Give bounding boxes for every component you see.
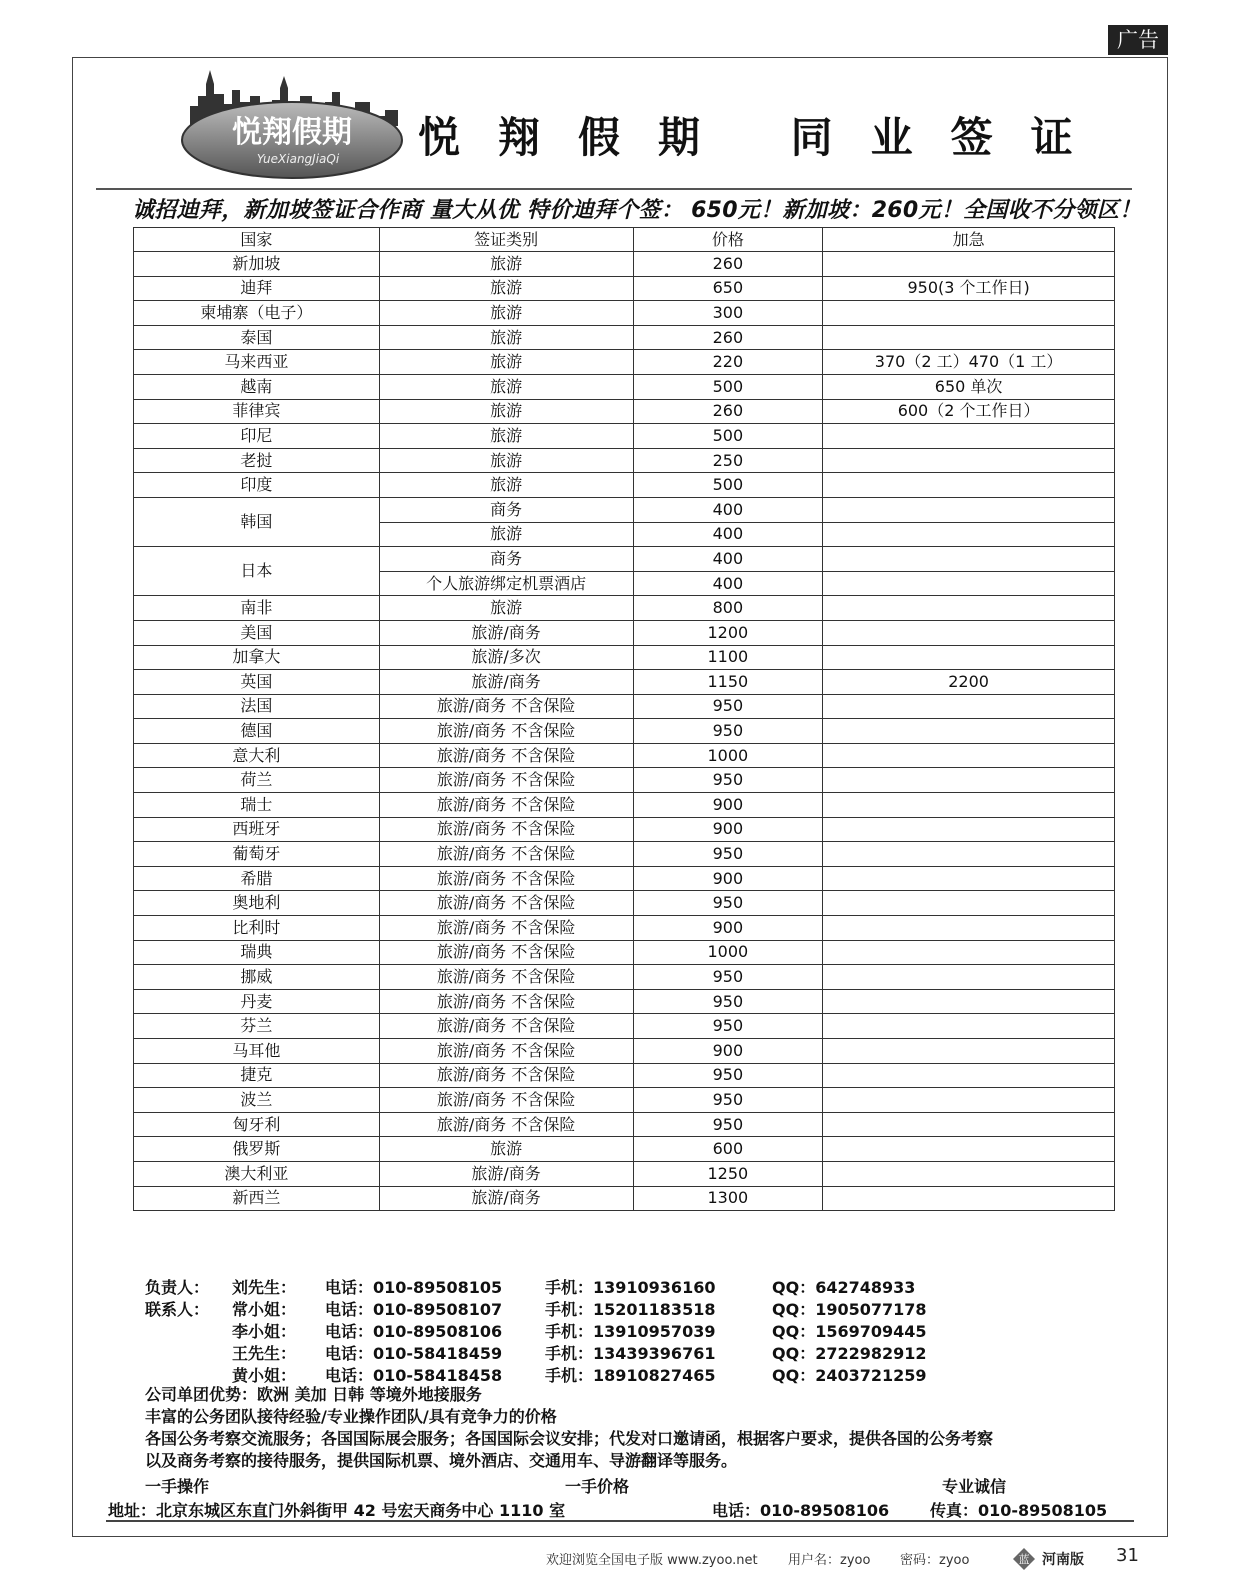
address-phone: 电话：010-89508106: [712, 1501, 890, 1520]
cell-price: 950: [633, 989, 823, 1014]
table-row: [134, 374, 1115, 399]
cell-country: 希腊: [134, 866, 380, 891]
table-row: [134, 965, 1115, 990]
logo-text: 悦翔假期: [232, 115, 352, 150]
contact-name: 王先生：: [232, 1344, 297, 1363]
cell-rush: [823, 768, 1115, 793]
cell-rush: [823, 620, 1115, 645]
contact-mobile: 手机：13910957039: [545, 1322, 716, 1341]
cell-type: 旅游/商务 不含保险: [379, 793, 633, 818]
table-row: [134, 1014, 1115, 1039]
table-row: [134, 694, 1115, 719]
table-row: [134, 350, 1115, 375]
contact-phone: 电话：010-58418459: [325, 1344, 503, 1363]
contact-list: [145, 1275, 1145, 1385]
cell-country: 美国: [134, 620, 380, 645]
cell-rush: [823, 1161, 1115, 1186]
cell-country: 南非: [134, 596, 380, 621]
cell-country: 葡萄牙: [134, 842, 380, 867]
cell-rush: [823, 547, 1115, 572]
cell-country: 英国: [134, 670, 380, 695]
cell-type: 旅游: [379, 448, 633, 473]
cell-rush: [823, 743, 1115, 768]
table-row: [134, 940, 1115, 965]
table-row: [134, 547, 1115, 572]
cell-type: 旅游/商务 不含保险: [379, 1039, 633, 1064]
ad-tag: 广告: [1108, 25, 1168, 55]
table-row: [134, 620, 1115, 645]
info-line: 各国公务考察交流服务；各国国际展会服务；各国国际会议安排；代发对口邀请函，根据客户要求，提供各国的公务考察: [145, 1429, 994, 1448]
cell-type: 旅游: [379, 252, 633, 277]
cell-type: 旅游/商务: [379, 1186, 633, 1211]
cell-country: 匈牙利: [134, 1112, 380, 1137]
cell-rush: [823, 645, 1115, 670]
cell-type: 旅游: [379, 276, 633, 301]
cell-price: 260: [633, 399, 823, 424]
cell-country: 荷兰: [134, 768, 380, 793]
info-line: 公司单团优势：欧洲 美加 日韩 等境外地接服务: [145, 1385, 482, 1404]
cell-price: 950: [633, 694, 823, 719]
cell-type: 旅游/商务 不含保险: [379, 1014, 633, 1039]
cell-type: 旅游/商务 不含保险: [379, 989, 633, 1014]
cell-country: 捷克: [134, 1063, 380, 1088]
cell-type: 旅游: [379, 374, 633, 399]
cell-price: 300: [633, 301, 823, 326]
header-visa-type: 签证类别: [379, 228, 633, 252]
page-footer: [0, 1545, 1241, 1575]
cell-rush: [823, 571, 1115, 596]
cell-country: 俄罗斯: [134, 1137, 380, 1162]
cell-price: 1150: [633, 670, 823, 695]
cell-rush: [823, 1186, 1115, 1211]
cell-rush: [823, 891, 1115, 916]
table-row: [134, 1186, 1115, 1211]
contact-qq: QQ：2403721259: [772, 1366, 927, 1385]
cell-price: 900: [633, 817, 823, 842]
slogan-row: [145, 1474, 1145, 1496]
cell-rush: [823, 1112, 1115, 1137]
cell-country: 意大利: [134, 743, 380, 768]
cell-country: 加拿大: [134, 645, 380, 670]
table-row: [134, 989, 1115, 1014]
promo-slogan: 诚招迪拜，新加坡签证合作商 量大从优 特价迪拜个签： 650元！新加坡：260元！全国收不分领区！: [132, 198, 1142, 223]
cell-rush: [823, 719, 1115, 744]
contact-qq: QQ：1569709445: [772, 1322, 927, 1341]
cell-type: 旅游/商务 不含保险: [379, 842, 633, 867]
contact-name: 黄小姐：: [232, 1366, 297, 1385]
company-logo: [180, 66, 405, 184]
cell-type: 旅游/商务: [379, 670, 633, 695]
table-row: [134, 596, 1115, 621]
cell-rush: 370（2 工）470（1 工）: [823, 350, 1115, 375]
cell-country: 德国: [134, 719, 380, 744]
cell-price: 950: [633, 768, 823, 793]
contact-name: 刘先生：: [232, 1278, 297, 1297]
cell-type: 旅游/商务 不含保险: [379, 1063, 633, 1088]
cell-country: 韩国: [134, 497, 380, 546]
diamond-icon: [1012, 1547, 1036, 1571]
contact-row: [145, 1363, 1145, 1385]
cell-type: 旅游/商务: [379, 620, 633, 645]
contact-row: [145, 1341, 1145, 1363]
cell-price: 1300: [633, 1186, 823, 1211]
cell-price: 650: [633, 276, 823, 301]
table-row: [134, 842, 1115, 867]
cell-price: 500: [633, 473, 823, 498]
cell-price: 400: [633, 522, 823, 547]
cell-price: 400: [633, 547, 823, 572]
contact-name: 李小姐：: [232, 1322, 297, 1341]
cell-price: 900: [633, 1039, 823, 1064]
info-line: 丰富的公务团队接待经验/专业操作团队/具有竞争力的价格: [145, 1407, 557, 1426]
cell-price: 800: [633, 596, 823, 621]
cell-type: 旅游/商务 不含保险: [379, 817, 633, 842]
cell-price: 400: [633, 497, 823, 522]
table-row: [134, 1088, 1115, 1113]
table-row: [134, 424, 1115, 449]
cell-rush: 650 单次: [823, 374, 1115, 399]
cell-rush: [823, 793, 1115, 818]
contact-mobile: 手机：13910936160: [545, 1278, 716, 1297]
cell-price: 950: [633, 965, 823, 990]
cell-rush: [823, 252, 1115, 277]
cell-price: 900: [633, 793, 823, 818]
cell-rush: [823, 1063, 1115, 1088]
cell-price: 950: [633, 719, 823, 744]
slogan-left: 一手操作: [145, 1477, 210, 1496]
cell-type: 旅游/商务 不含保险: [379, 891, 633, 916]
cell-rush: [823, 1039, 1115, 1064]
cell-type: 旅游/多次: [379, 645, 633, 670]
cell-type: 旅游/商务: [379, 1161, 633, 1186]
cell-country: 马耳他: [134, 1039, 380, 1064]
cell-type: 旅游: [379, 301, 633, 326]
headline: 悦翔假期 同业签证: [418, 113, 1111, 162]
slogan-middle: 一手价格: [565, 1477, 630, 1496]
contact-role: 联系人：: [145, 1300, 210, 1319]
contact-phone: 电话：010-89508107: [325, 1300, 503, 1319]
cell-type: 商务: [379, 547, 633, 572]
cell-country: 瑞士: [134, 793, 380, 818]
cell-rush: [823, 866, 1115, 891]
cell-type: 旅游/商务 不含保险: [379, 743, 633, 768]
header-country: 国家: [134, 228, 380, 252]
cell-type: 旅游/商务 不含保险: [379, 916, 633, 941]
divider: [106, 1520, 1134, 1522]
table-row: [134, 817, 1115, 842]
contact-role: 负责人：: [145, 1278, 210, 1297]
cell-rush: [823, 1137, 1115, 1162]
cell-country: 法国: [134, 694, 380, 719]
header-price: 价格: [633, 228, 823, 252]
table-row: [134, 448, 1115, 473]
cell-rush: [823, 842, 1115, 867]
cell-type: 旅游/商务 不含保险: [379, 965, 633, 990]
table-row: [134, 497, 1115, 522]
table-row: [134, 1161, 1115, 1186]
cell-price: 1000: [633, 940, 823, 965]
table-row: [134, 916, 1115, 941]
cell-type: 旅游/商务 不含保险: [379, 1112, 633, 1137]
cell-country: 印度: [134, 473, 380, 498]
cell-rush: [823, 694, 1115, 719]
cell-rush: [823, 596, 1115, 621]
cell-country: 新加坡: [134, 252, 380, 277]
cell-price: 500: [633, 424, 823, 449]
cell-country: 芬兰: [134, 1014, 380, 1039]
cell-rush: [823, 497, 1115, 522]
cell-rush: 2200: [823, 670, 1115, 695]
contact-row: [145, 1297, 1145, 1319]
cell-country: 瑞典: [134, 940, 380, 965]
cell-country: 丹麦: [134, 989, 380, 1014]
cell-rush: 600（2 个工作日）: [823, 399, 1115, 424]
info-line: 以及商务考察的接待服务，提供国际机票、境外酒店、交通用车、导游翻译等服务。: [145, 1451, 738, 1470]
badge-char: 蓝: [1018, 1553, 1030, 1566]
cell-price: 950: [633, 1014, 823, 1039]
cell-type: 旅游: [379, 1137, 633, 1162]
cell-type: 旅游: [379, 350, 633, 375]
cell-price: 1200: [633, 620, 823, 645]
table-row: [134, 473, 1115, 498]
contact-mobile: 手机：18910827465: [545, 1366, 716, 1385]
table-row: [134, 276, 1115, 301]
table-row: [134, 1063, 1115, 1088]
cell-type: 旅游/商务 不含保险: [379, 694, 633, 719]
table-row: [134, 1039, 1115, 1064]
cell-price: 1100: [633, 645, 823, 670]
page-number: 31: [1116, 1545, 1139, 1566]
cell-price: 1000: [633, 743, 823, 768]
footer-welcome: 欢迎浏览全国电子版 www.zyoo.net: [546, 1553, 758, 1568]
service-info: [145, 1384, 1155, 1472]
cell-rush: [823, 473, 1115, 498]
cell-country: 印尼: [134, 424, 380, 449]
address-row: [108, 1498, 1138, 1520]
cell-rush: [823, 301, 1115, 326]
contact-qq: QQ：2722982912: [772, 1344, 927, 1363]
cell-price: 260: [633, 252, 823, 277]
contact-qq: QQ：1905077178: [772, 1300, 927, 1319]
cell-type: 旅游: [379, 424, 633, 449]
header-rush: 加急: [823, 228, 1115, 252]
cell-country: 新西兰: [134, 1186, 380, 1211]
slogan-right: 专业诚信: [942, 1477, 1007, 1496]
cell-rush: [823, 448, 1115, 473]
table-row: [134, 325, 1115, 350]
cell-country: 波兰: [134, 1088, 380, 1113]
cell-rush: [823, 965, 1115, 990]
cell-type: 商务: [379, 497, 633, 522]
footer-edition: 河南版: [1042, 1552, 1084, 1568]
cell-rush: [823, 940, 1115, 965]
table-row: [134, 793, 1115, 818]
cell-rush: [823, 817, 1115, 842]
table-row: [134, 1112, 1115, 1137]
cell-country: 迪拜: [134, 276, 380, 301]
cell-price: 220: [633, 350, 823, 375]
table-row: [134, 768, 1115, 793]
cell-country: 泰国: [134, 325, 380, 350]
cell-type: 旅游/商务 不含保险: [379, 719, 633, 744]
cell-rush: [823, 989, 1115, 1014]
cell-rush: [823, 1014, 1115, 1039]
cell-type: 旅游/商务 不含保险: [379, 1088, 633, 1113]
cell-type: 旅游: [379, 522, 633, 547]
table-row: [134, 866, 1115, 891]
cell-price: 600: [633, 1137, 823, 1162]
contact-mobile: 手机：13439396761: [545, 1344, 716, 1363]
table-row: [134, 645, 1115, 670]
table-row: [134, 719, 1115, 744]
cell-rush: 950(3 个工作日): [823, 276, 1115, 301]
cell-rush: [823, 1088, 1115, 1113]
footer-password: 密码：zyoo: [900, 1553, 970, 1568]
cell-type: 旅游: [379, 596, 633, 621]
contact-qq: QQ：642748933: [772, 1278, 916, 1297]
cell-country: 老挝: [134, 448, 380, 473]
table-row: [134, 891, 1115, 916]
cell-price: 900: [633, 916, 823, 941]
cell-price: 900: [633, 866, 823, 891]
table-row: [134, 301, 1115, 326]
cell-country: 比利时: [134, 916, 380, 941]
cell-rush: [823, 424, 1115, 449]
cell-country: 菲律宾: [134, 399, 380, 424]
table-row: [134, 1137, 1115, 1162]
cell-country: 日本: [134, 547, 380, 596]
table-row: [134, 252, 1115, 277]
contact-row: [145, 1275, 1145, 1297]
cell-price: 400: [633, 571, 823, 596]
cell-price: 950: [633, 842, 823, 867]
logo-subtext: YueXiangJiaQi: [256, 152, 340, 166]
cell-country: 挪威: [134, 965, 380, 990]
cell-country: 马来西亚: [134, 350, 380, 375]
cell-country: 越南: [134, 374, 380, 399]
address: 地址：北京东城区东直门外斜街甲 42 号宏天商务中心 1110 室: [108, 1501, 566, 1520]
cell-type: 旅游/商务 不含保险: [379, 866, 633, 891]
contact-name: 常小姐：: [232, 1300, 297, 1319]
table-row: [134, 399, 1115, 424]
cell-rush: [823, 522, 1115, 547]
visa-price-table: [133, 227, 1115, 1211]
cell-price: 500: [633, 374, 823, 399]
table-header-row: [134, 228, 1115, 252]
cell-type: 旅游/商务 不含保险: [379, 768, 633, 793]
cell-price: 1250: [633, 1161, 823, 1186]
cell-country: 西班牙: [134, 817, 380, 842]
contact-row: [145, 1319, 1145, 1341]
cell-price: 950: [633, 891, 823, 916]
cell-type: 旅游: [379, 473, 633, 498]
cell-rush: [823, 325, 1115, 350]
cell-country: 奥地利: [134, 891, 380, 916]
address-fax: 传真：010-89508105: [930, 1501, 1108, 1520]
cell-price: 250: [633, 448, 823, 473]
cell-rush: [823, 916, 1115, 941]
cell-type: 个人旅游绑定机票酒店: [379, 571, 633, 596]
contact-mobile: 手机：15201183518: [545, 1300, 716, 1319]
table-row: [134, 670, 1115, 695]
cell-type: 旅游: [379, 325, 633, 350]
cell-price: 950: [633, 1112, 823, 1137]
contact-phone: 电话：010-58418458: [325, 1366, 503, 1385]
footer-username: 用户名：zyoo: [788, 1553, 871, 1568]
cell-price: 260: [633, 325, 823, 350]
divider: [96, 188, 1132, 190]
cell-type: 旅游: [379, 399, 633, 424]
cell-price: 950: [633, 1088, 823, 1113]
cell-country: 柬埔寨（电子）: [134, 301, 380, 326]
cell-country: 澳大利亚: [134, 1161, 380, 1186]
cell-type: 旅游/商务 不含保险: [379, 940, 633, 965]
cell-price: 950: [633, 1063, 823, 1088]
contact-phone: 电话：010-89508106: [325, 1322, 503, 1341]
contact-phone: 电话：010-89508105: [325, 1278, 503, 1297]
table-row: [134, 743, 1115, 768]
